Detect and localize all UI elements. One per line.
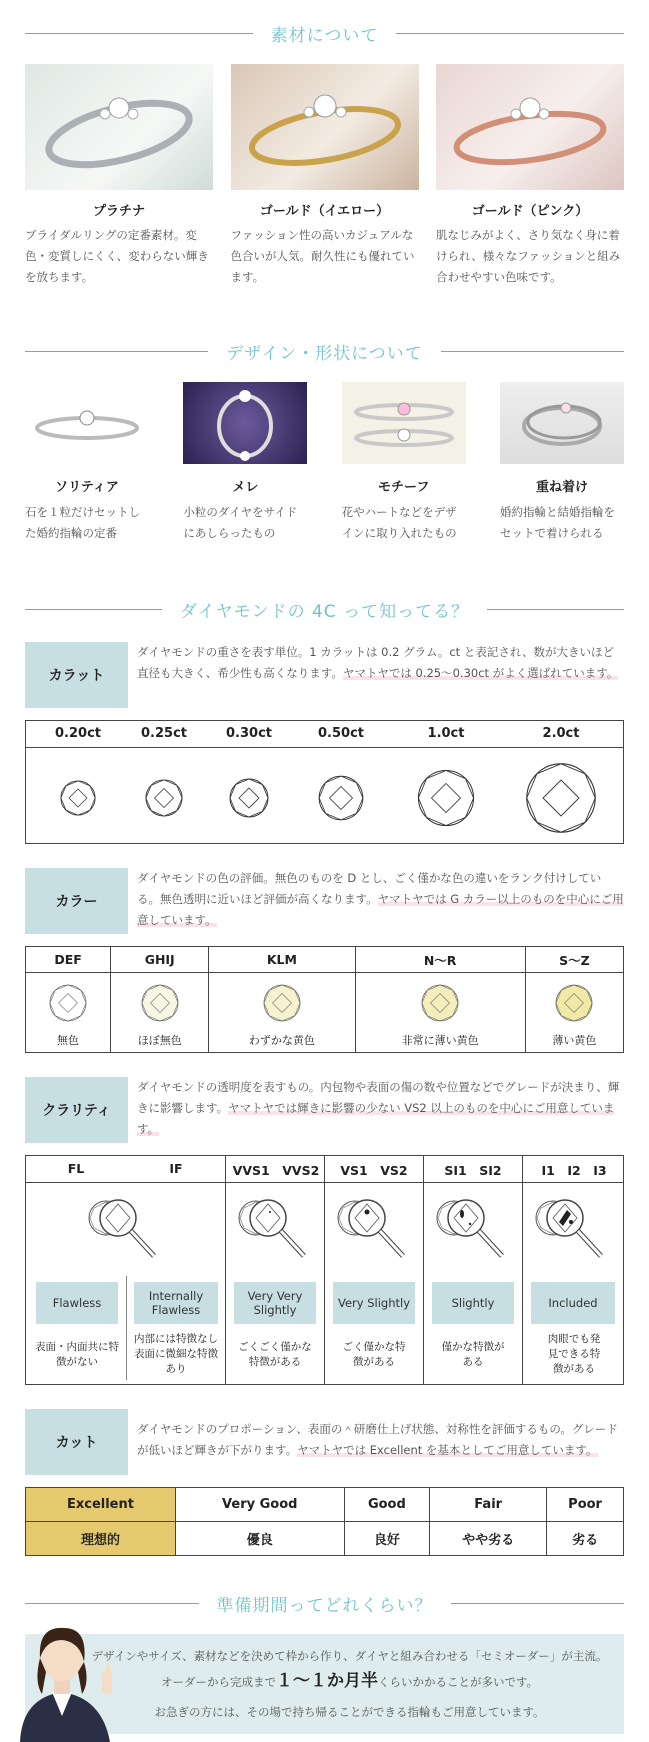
cut-grade-en: Excellent: [26, 1488, 176, 1522]
materials-section-title: 素材について: [25, 18, 624, 48]
color-grade: GHIJ: [111, 947, 209, 973]
magnifier-diamond-icon: [535, 1196, 611, 1262]
design-mele: [183, 382, 307, 544]
color-desc: ほぼ無色: [137, 1034, 182, 1047]
clarity-table: [25, 1155, 624, 1385]
clarity-desc: ごく僅かな特徴がある: [342, 1341, 406, 1368]
carat-size-label: 0.30ct: [226, 726, 272, 741]
material-desc: ブライダルリングの定番素材。変色・変質しにくく、変わらない輝きを放ちます。: [25, 228, 209, 284]
design-solitaire: [25, 382, 149, 544]
motif-ring-photo: [342, 382, 466, 464]
prep-line-2: オーダーから完成まで１～１か月半くらいかかることが多いです。: [160, 1671, 539, 1691]
material-name: ゴールド（イエロー）: [259, 204, 390, 219]
diamond-icon: [318, 775, 364, 821]
carat-size-label: 0.25ct: [141, 726, 187, 741]
material-desc: ファッション性の高いカジュアルな色合いが人気。耐久性にも優れています。: [230, 228, 415, 284]
diamond-icon: [60, 780, 96, 816]
material-pink-gold: [436, 64, 624, 288]
color-grade: KLM: [209, 947, 355, 973]
diamond-icon: [417, 769, 475, 827]
cut-grade-en: Poor: [547, 1488, 624, 1522]
magnifier-diamond-icon: [238, 1196, 314, 1262]
clarity-code: FL: [67, 1161, 85, 1176]
cut-text: ダイヤモンドのプロポーション、表面の＾研磨仕上げ状態、対称性を評価するもの。グレードが低いほど輝きが下がります。ヤマトヤでは Excellent を基本としてご用意しています。: [137, 1422, 618, 1457]
clarity-en-label: Very Very Slightly: [234, 1282, 316, 1324]
cut-grade-ja: 優良: [175, 1522, 344, 1556]
clarity-en-label: Internally Flawless: [134, 1282, 218, 1324]
magnifier-diamond-icon: [337, 1196, 413, 1262]
design-desc: 石を１粒だけセットした婚約指輪の定番: [25, 505, 140, 540]
pink-gold-ring-photo: [436, 64, 624, 190]
color-table: [25, 946, 624, 1053]
diamond-icon: [263, 984, 301, 1022]
clarity-en-label: Flawless: [36, 1282, 118, 1324]
magnifier-diamond-icon: [88, 1196, 164, 1262]
diamond-icon: [525, 762, 597, 834]
platinum-ring-photo: [25, 64, 213, 190]
cut-grade-ja: やや劣る: [430, 1522, 547, 1556]
clarity-code: VS1 VS2: [340, 1163, 408, 1178]
cut-table: [25, 1487, 624, 1556]
clarity-desc: 内部には特徴なし表面に微細な特徴あり: [134, 1333, 218, 1375]
design-desc: 花やハートなどをデザインに取り入れたもの: [341, 505, 457, 540]
design-motif: [342, 382, 466, 544]
diamond-icon: [229, 778, 269, 818]
clarity-text: ダイヤモンドの透明度を表すもの。内包物や表面の傷の数や位置などでグレードが決まり、輝きに影響します。ヤマトヤでは輝きに影響の少ない VS2 以上のものを中心にご用意しています。: [137, 1080, 620, 1136]
clarity-code: VVS1 VVS2: [232, 1163, 320, 1178]
prep-box: [25, 1634, 624, 1734]
design-desc: 小粒のダイヤをサイドにあしらったもの: [183, 505, 298, 540]
clarity-row: [25, 1077, 624, 1143]
carat-size-label: 2.0ct: [542, 726, 580, 741]
prep-duration: １～１か月半: [275, 1671, 378, 1691]
clarity-desc: 表面・内面共に特徴がない: [35, 1341, 119, 1368]
prep-section-title: 準備期間ってどれくらい？: [25, 1588, 624, 1618]
solitaire-ring-photo: [25, 382, 149, 464]
material-platinum: [25, 64, 213, 288]
materials-grid: [25, 64, 624, 288]
magnifier-diamond-icon: [436, 1196, 512, 1262]
clarity-label: クラリティ: [25, 1077, 128, 1143]
clarity-code: IF: [169, 1161, 183, 1176]
color-label: カラー: [25, 868, 128, 934]
diamond-icon: [49, 984, 87, 1022]
design-name: 重ね着け: [535, 480, 588, 495]
diamond-icon: [145, 779, 183, 817]
cut-grade-ja: 良好: [344, 1522, 430, 1556]
material-yellow-gold: [231, 64, 419, 288]
color-desc: わずかな黄色: [248, 1034, 315, 1047]
carat-row: [25, 642, 624, 708]
color-text: ダイヤモンドの色の評価。無色のものを D とし、ごく僅かな色の違いをランク付けしている。無色透明に近いほど評価が高くなります。ヤマトヤでは G カラー以上のものを中心にご用意しています。: [137, 871, 624, 927]
color-grade: S～Z: [525, 947, 623, 973]
clarity-desc: ごくごく僅かな特徴がある: [238, 1341, 312, 1368]
cut-grade-ja: 劣る: [547, 1522, 624, 1556]
yellow-gold-ring-photo: [231, 64, 419, 190]
design-desc: 婚約指輪と結婚指輪をセットで着けられる: [499, 505, 615, 540]
carat-text: ダイヤモンドの重さを表す単位。1 カラットは 0.2 グラム。ct と表記され、数が大きいほど直径も大きく、希少性も高くなります。ヤマトヤでは 0.25～0.30ct がよく選ばれています。: [137, 645, 619, 680]
clarity-en-label: Very Slightly: [333, 1282, 415, 1324]
clarity-en-label: Included: [531, 1282, 615, 1324]
material-desc: 肌なじみがよく、さり気なく身に着けられ、様々なファッションと組み合わせやすい色味です。: [436, 228, 621, 284]
carat-label: カラット: [25, 642, 128, 708]
color-row: [25, 868, 624, 934]
stacking-ring-photo: [500, 382, 624, 464]
color-desc: 非常に薄い黄色: [401, 1034, 479, 1047]
clarity-desc: 僅かな特徴がある: [441, 1341, 505, 1368]
design-section-title: デザイン・形状について: [25, 336, 624, 366]
clarity-code: I1 I2 I3: [541, 1163, 607, 1178]
clarity-en-label: Slightly: [432, 1282, 514, 1324]
clarity-desc: 肉眼でも発見できる特徴がある: [547, 1333, 601, 1375]
cut-grade-en: Good: [344, 1488, 430, 1522]
material-name: プラチナ: [92, 204, 145, 219]
prep-line-1: デザインやサイズ、素材などを決めて枠から作り、ダイヤと組み合わせる「セミオーダー」が主流。: [91, 1649, 608, 1663]
carat-size-label: 0.50ct: [318, 726, 364, 741]
carat-table: [25, 720, 624, 844]
cut-row: [25, 1409, 624, 1475]
diamond-icon: [141, 984, 179, 1022]
prep-line-3: お急ぎの方には、その場で持ち帰ることができる指輪もご用意しています。: [154, 1705, 545, 1719]
material-name: ゴールド（ピンク）: [471, 204, 589, 219]
color-desc: 薄い黄色: [552, 1034, 597, 1047]
fourc-section-title: ダイヤモンドの 4C って知ってる？: [25, 594, 624, 624]
diamond-icon: [555, 984, 593, 1022]
diamond-icon: [421, 984, 459, 1022]
design-name: モチーフ: [377, 480, 430, 495]
design-grid: [25, 382, 624, 544]
design-name: ソリティア: [55, 480, 119, 495]
cut-grade-en: Very Good: [175, 1488, 344, 1522]
cut-grade-ja: 理想的: [26, 1522, 176, 1556]
color-grade: DEF: [26, 947, 111, 973]
clarity-code: SI1 SI2: [444, 1163, 502, 1178]
color-grade: N～R: [355, 947, 525, 973]
color-desc: 無色: [57, 1034, 80, 1047]
cut-grade-en: Fair: [430, 1488, 547, 1522]
carat-size-label: 1.0ct: [427, 726, 465, 741]
design-stacking: [500, 382, 624, 544]
design-name: メレ: [232, 480, 259, 495]
carat-size-label: 0.20ct: [55, 726, 101, 741]
cut-label: カット: [25, 1409, 128, 1475]
mele-ring-photo: [183, 382, 307, 464]
